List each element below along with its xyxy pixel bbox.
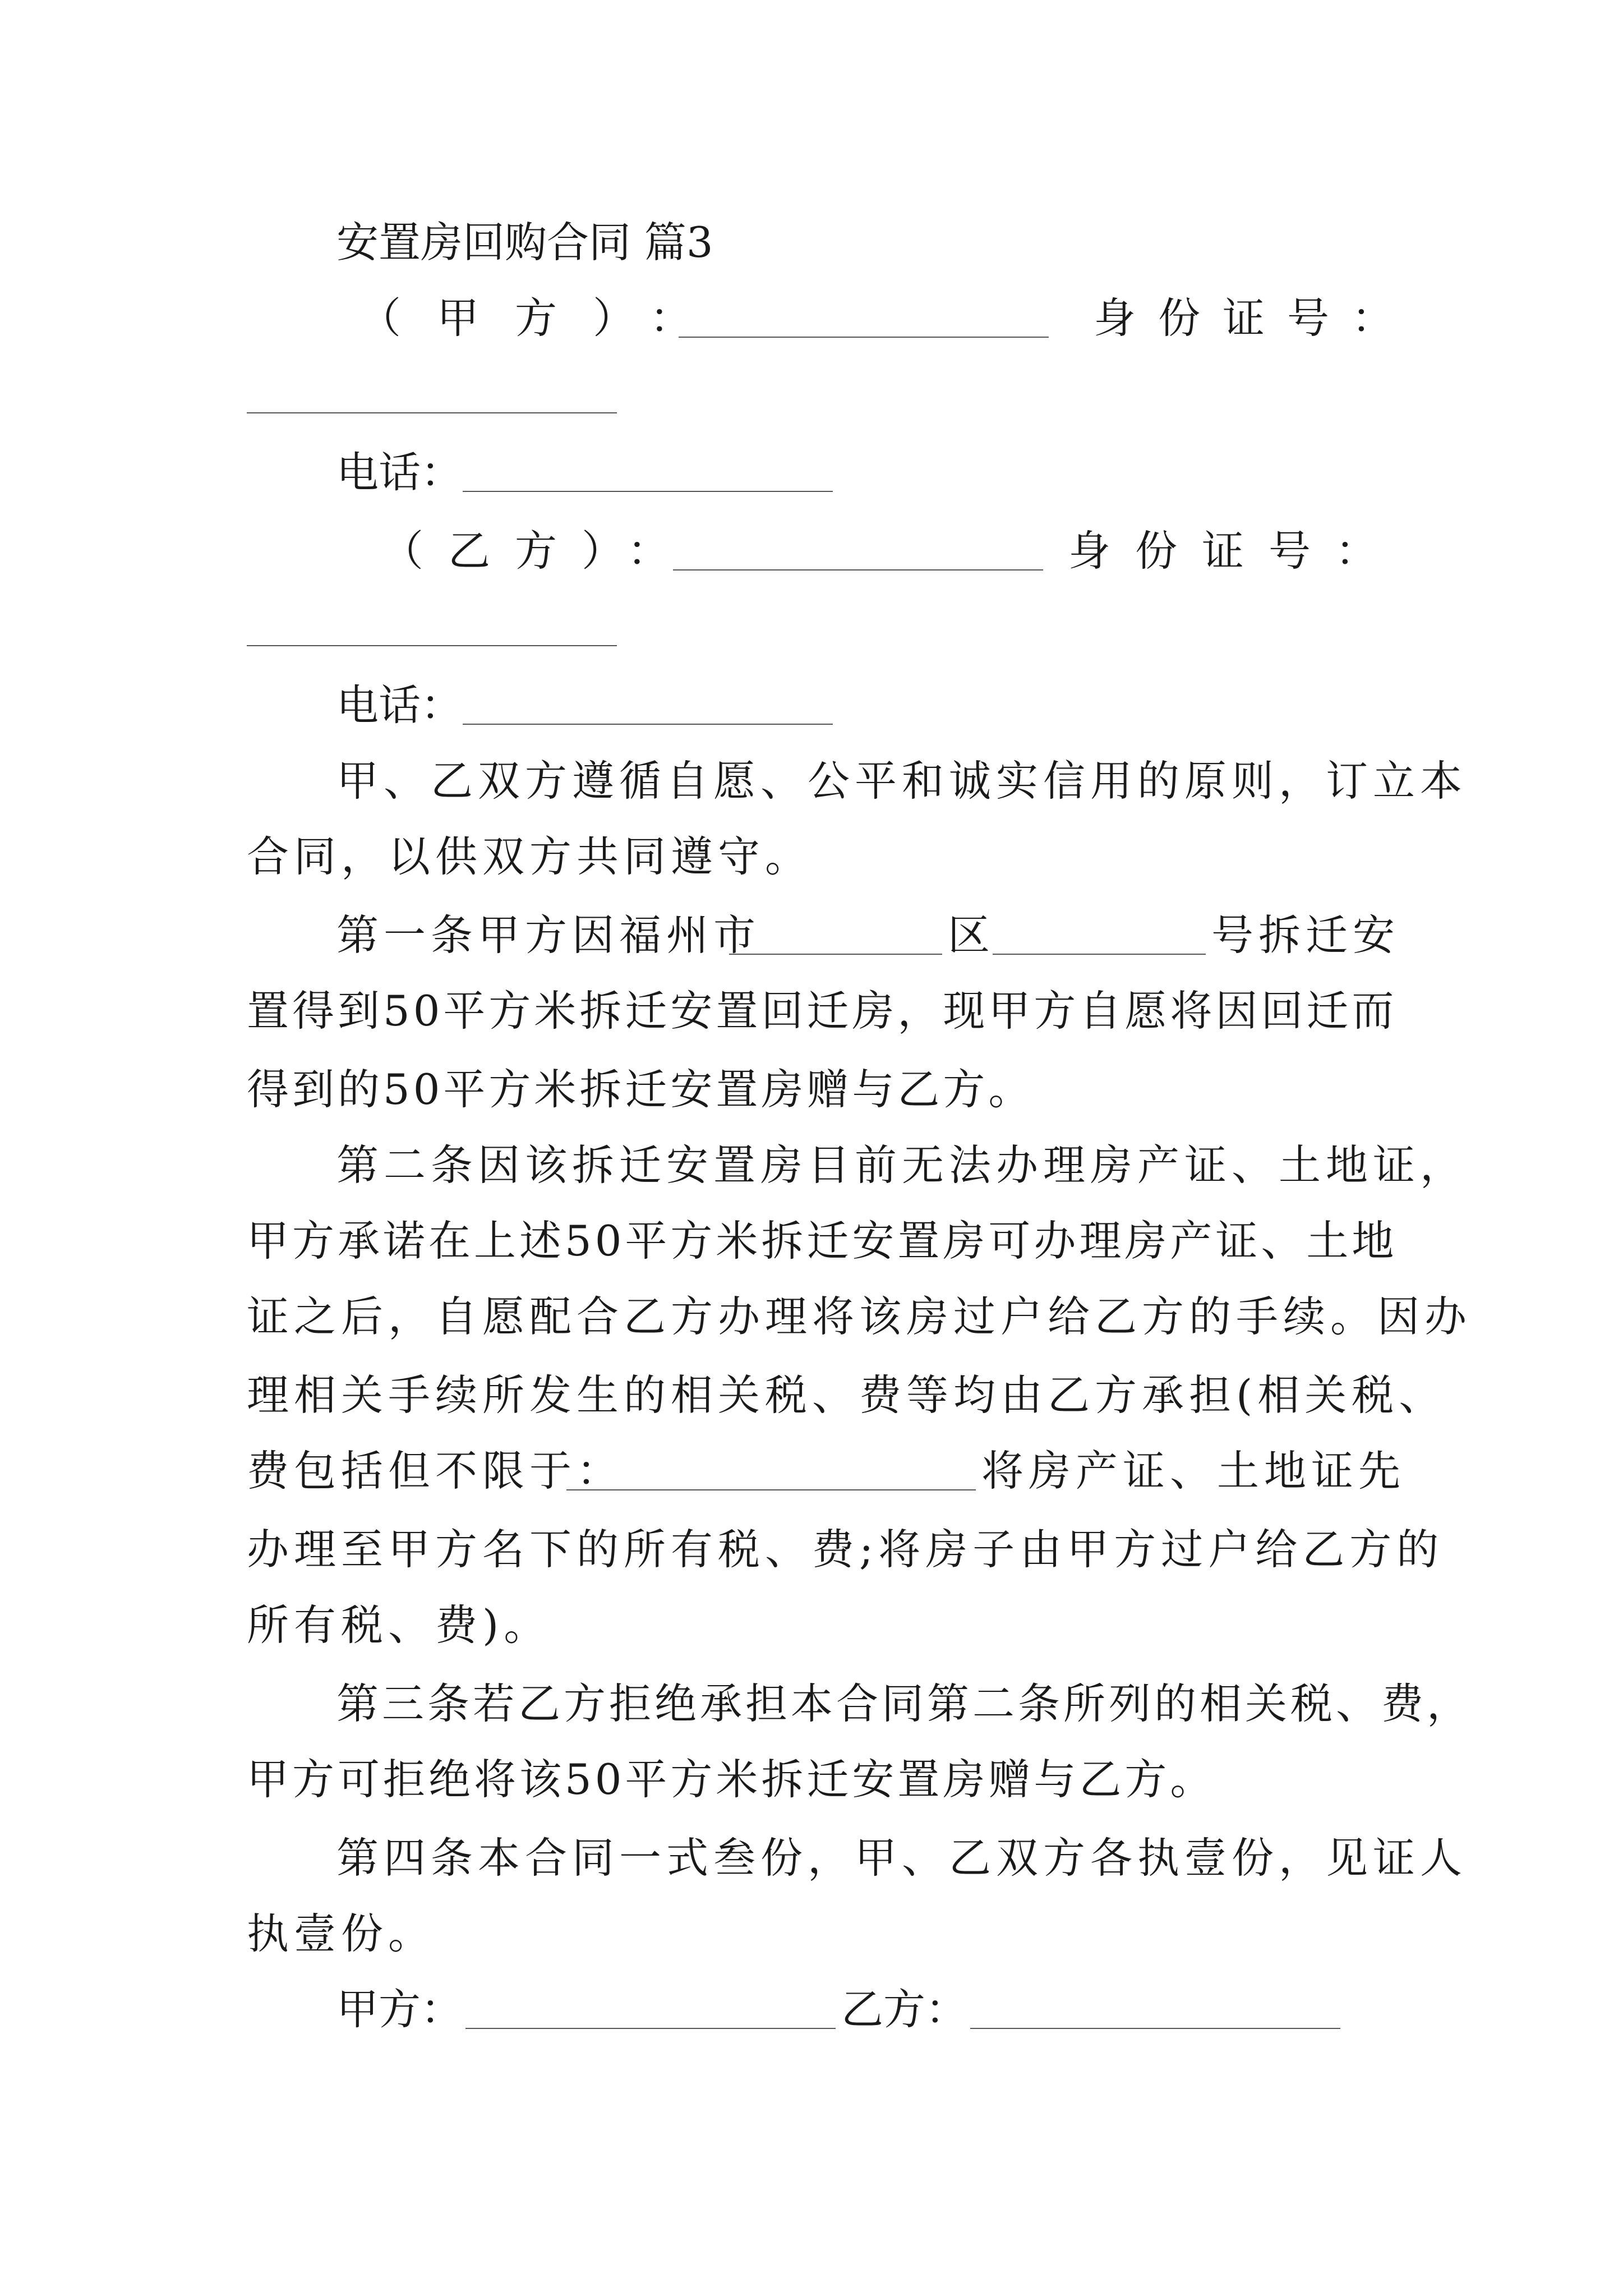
article-2-line-6: 办理至甲方名下的所有税、费;将房子由甲方过户给乙方的 <box>247 1525 1444 1574</box>
party-a-phone-label: 电话： <box>336 448 463 497</box>
party-a-label: （甲方）： <box>359 293 728 343</box>
article-3-line-1: 第三条若乙方拒绝承担本合同第二条所列的相关税、费， <box>336 1679 1473 1728</box>
article-2-line-3: 证之后，自愿配合乙方办理将该房过户给乙方的手续。因办 <box>247 1292 1472 1341</box>
article-2-line-4: 理相关手续所发生的相关税、费等均由乙方承担(相关税、 <box>247 1370 1446 1420</box>
document-title: 安置房回购合同 篇3 <box>336 218 713 267</box>
party-a-name-blank <box>679 337 1049 338</box>
party-a-id-label: 身份证号： <box>1094 293 1417 343</box>
article-2-line-7: 所有税、费)。 <box>247 1600 551 1650</box>
preamble-line-2: 合同，以供双方共同遵守。 <box>247 832 813 881</box>
article-1-line-1a: 第一条甲方因福州市 <box>336 910 761 960</box>
signature-party-b-blank <box>970 2028 1340 2029</box>
article-2-fees-blank <box>566 1489 976 1490</box>
article-2-line-2: 甲方承诺在上述50平方米拆迁安置房可办理房产证、土地 <box>247 1216 1398 1266</box>
party-b-phone-blank <box>463 724 833 725</box>
article-1-city-blank <box>729 954 942 955</box>
article-1-district-blank <box>993 954 1206 955</box>
party-b-name-blank <box>673 569 1043 570</box>
article-1-line-2: 置得到50平方米拆迁安置回迁房，现甲方自愿将因回迁而 <box>247 986 1398 1036</box>
party-b-phone-label: 电话： <box>336 680 463 730</box>
party-b-id-blank <box>247 645 617 646</box>
article-4-line-2: 执壹份。 <box>247 1909 436 1958</box>
article-2-line-5a: 费包括但不限于： <box>247 1446 624 1496</box>
party-b-id-label: 身份证号： <box>1068 526 1403 576</box>
article-2-line-5b: 将房产证、土地证先 <box>981 1446 1406 1496</box>
article-4-line-1: 第四条本合同一式叁份，甲、乙双方各执壹份，见证人 <box>336 1833 1468 1883</box>
article-1-line-1c: 号拆迁安 <box>1211 910 1400 960</box>
article-3-line-2: 甲方可拒绝将该50平方米拆迁安置房赠与乙方。 <box>247 1755 1216 1804</box>
signature-party-a-label: 甲方： <box>336 1985 463 2034</box>
signature-party-a-blank <box>465 2028 836 2029</box>
article-2-line-1: 第二条因该拆迁安置房目前无法办理房产证、土地证， <box>336 1140 1468 1190</box>
party-b-label: （乙方）： <box>381 526 694 576</box>
preamble-line-1: 甲、乙双方遵循自愿、公平和诚实信用的原则，订立本 <box>336 756 1468 806</box>
party-a-phone-blank <box>463 491 833 492</box>
article-1-line-3: 得到的50平方米拆迁安置房赠与乙方。 <box>247 1065 1034 1114</box>
signature-party-b-label: 乙方： <box>841 1985 968 2034</box>
party-a-id-blank <box>247 412 617 413</box>
article-1-line-1b: 区 <box>948 910 990 960</box>
